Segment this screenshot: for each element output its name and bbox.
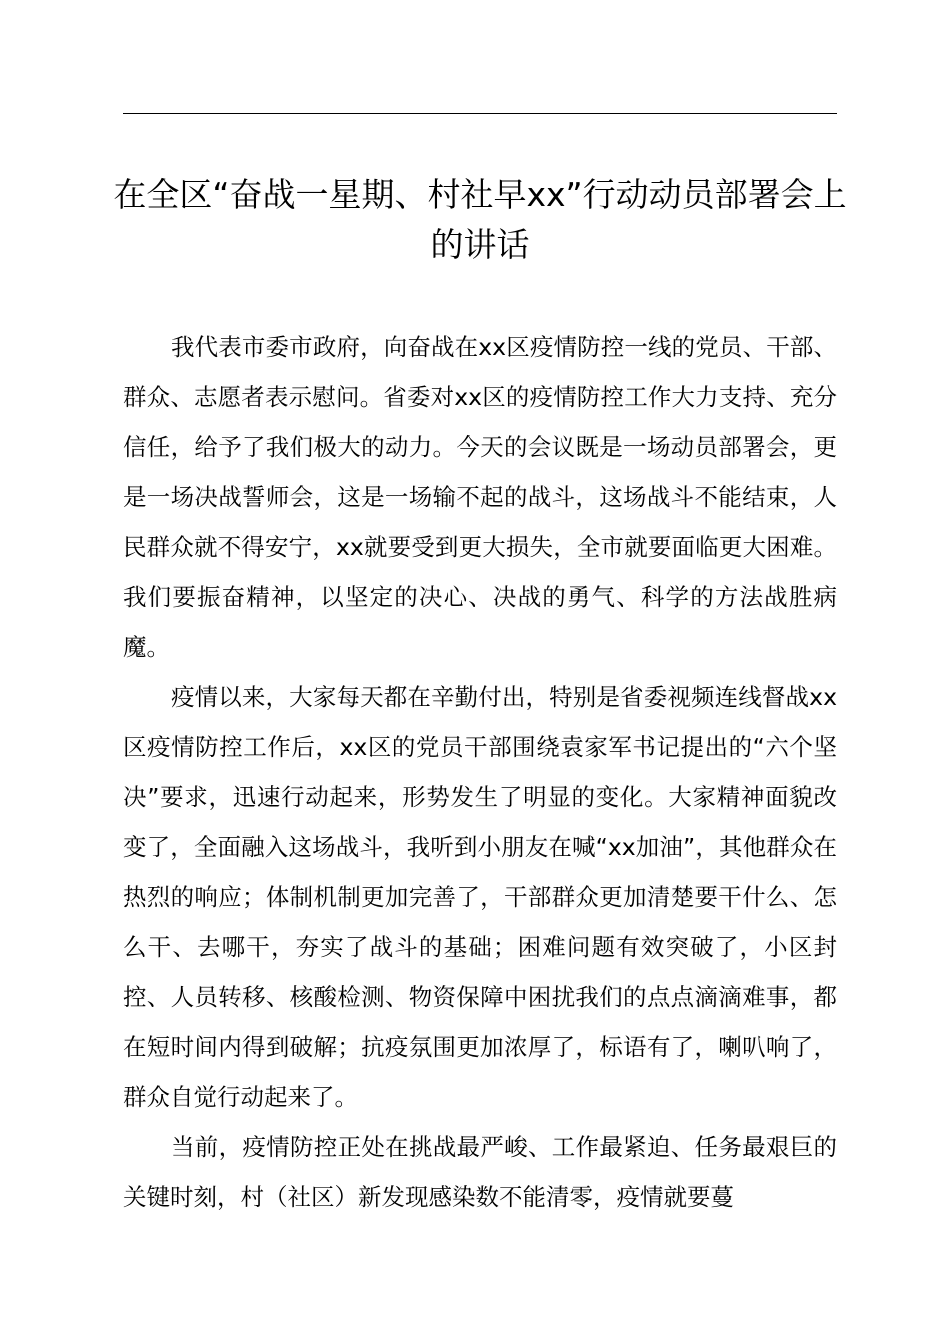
paragraph-3: 当前，疫情防控正处在挑战最严峻、工作最紧迫、任务最艰巨的关键时刻，村（社区）新发现感染数不能清零，疫情就要蔓 [123,1133,837,1211]
paragraph-2: 疫情以来，大家每天都在辛勤付出，特别是省委视频连线督战xx区疫情防控工作后，xx区的党员干部围绕袁家军书记提出的“六个坚决”要求，迅速行动起来，形势发生了明显的变化。大家精神面貌改变了，全面融入这场战斗，我听到小朋友在喊“xx加油”，其他群众在热烈的响应；体制机制更加完善了，干部群众更加清楚要干什么、怎么干、去哪干，夯实了战斗的基础；困难问题有效突破了，小区封控、人员转移、核酸检测、物资保障中困扰我们的点点滴滴难事，都在短时间内得到破解；抗疫氛围更加浓厚了，标语有了，喇叭响了，群众自觉行动起来了。 [123,683,837,1111]
document-title: 在全区“奋战一星期、村社早xx”行动动员部署会上的讲话 [113,175,847,264]
document-body [123,322,837,1222]
paragraph-1: 我代表市委市政府，向奋战在xx区疫情防控一线的党员、干部、群众、志愿者表示慰问。省委对xx区的疫情防控工作大力支持、充分信任，给予了我们极大的动力。今天的会议既是一场动员部署会，更是一场决战誓师会，这是一场输不起的战斗，这场战斗不能结束，人民群众就不得安宁，xx就要受到更大损失，全市就要面临更大困难。我们要振奋精神，以坚定的决心、决战的勇气、科学的方法战胜病魔。 [123,333,837,661]
header-rule [123,113,837,114]
